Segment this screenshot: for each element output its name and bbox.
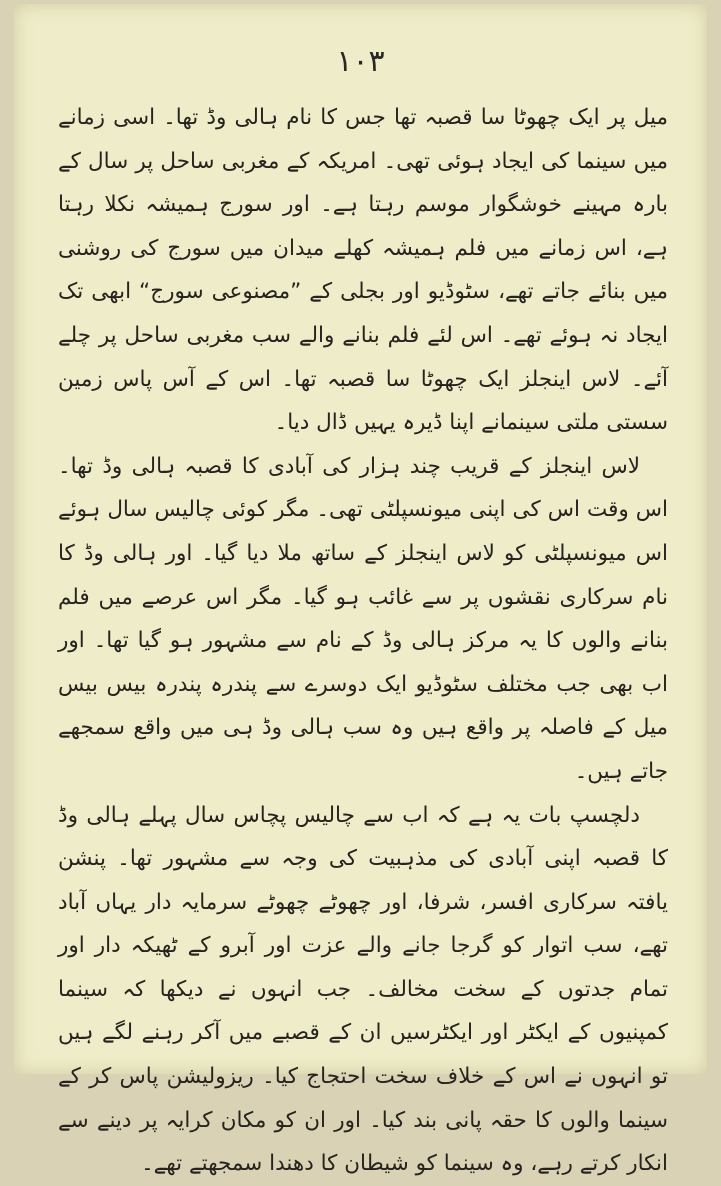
paragraph-1: میل پر ایک چھوٹا سا قصبہ تھا جس کا نام ہالی وڈ تھا۔ اسی زمانے میں سینما کی ایجاد ہوئی تھی۔ امریکہ کے مغربی ساحل پر سال کے بارہ مہینے خوشگوار موسم رہتا ہے۔ اور سورج ہمیشہ نکلا رہتا ہے، اس زمانے میں فلم ہمیشہ کھلے میدان میں سورج کی روشنی میں بنائے جاتے تھے، سٹوڈیو اور بجلی کے ”مصنوعی سورج“ ابھی تک ایجاد نہ ہوئے تھے۔ اس لئے فلم بنانے والے سب مغربی ساحل پر چلے آئے۔ لاس اینجلز ایک چھوٹا سا قصبہ تھا۔ اس کے آس پاس زمین سستی ملتی سینمانے اپنا ڈیرہ یہیں ڈال دیا۔ — [58, 105, 668, 436]
book-page — [14, 4, 707, 1177]
body-text — [58, 96, 668, 1186]
paragraph-2: لاس اینجلز کے قریب چند ہزار کی آبادی کا قصبہ ہالی وڈ تھا۔ اس وقت اس کی اپنی میونسپلٹی تھی۔ مگر کوئی چالیس سال ہوئے اس میونسپلٹی کو لاس اینجلز کے ساتھ ملا دیا گیا۔ اور ہالی وڈ کا نام سرکاری نقشوں پر سے غائب ہو گیا۔ مگر اس عرصے میں فلم بنانے والوں کا یہ مرکز ہالی وڈ کے نام سے مشہور ہو گیا تھا۔ اور اب بھی جب مختلف سٹوڈیو ایک دوسرے سے پندرہ پندرہ بیس بیس میل کے فاصلہ پر واقع ہیں وہ سب ہالی وڈ ہی میں واقع سمجھے جاتے ہیں۔ — [58, 453, 668, 784]
paragraph-3: دلچسپ بات یہ ہے کہ اب سے چالیس پچاس سال پہلے ہالی وڈ کا قصبہ اپنی آبادی کی مذہبیت کی وجہ سے مشہور تھا۔ پنشن یافتہ سرکاری افسر، شرفا، اور چھوٹے چھوٹے سرمایہ دار یہاں آباد تھے، سب اتوار کو گرجا جانے والے عزت اور آبرو کے ٹھیکہ دار اور تمام جدتوں کے سخت مخالف۔ جب انہوں نے دیکھا کہ سینما کمپنیوں کے ایکٹر اور ایکٹرسیں ان کے قصبے میں آکر رہنے لگے ہیں تو انہوں نے اس کے خلاف سخت احتجاج کیا۔ ریزولیشن پاس کر کے سینما والوں کا حقہ پانی بند کیا۔ اور ان کو مکان کرایہ پر دینے سے انکار کرتے رہے، وہ سینما کو شیطان کا دھندا سمجھتے تھے۔ — [58, 802, 668, 1177]
page-number: ۱۰۳ — [336, 44, 385, 79]
